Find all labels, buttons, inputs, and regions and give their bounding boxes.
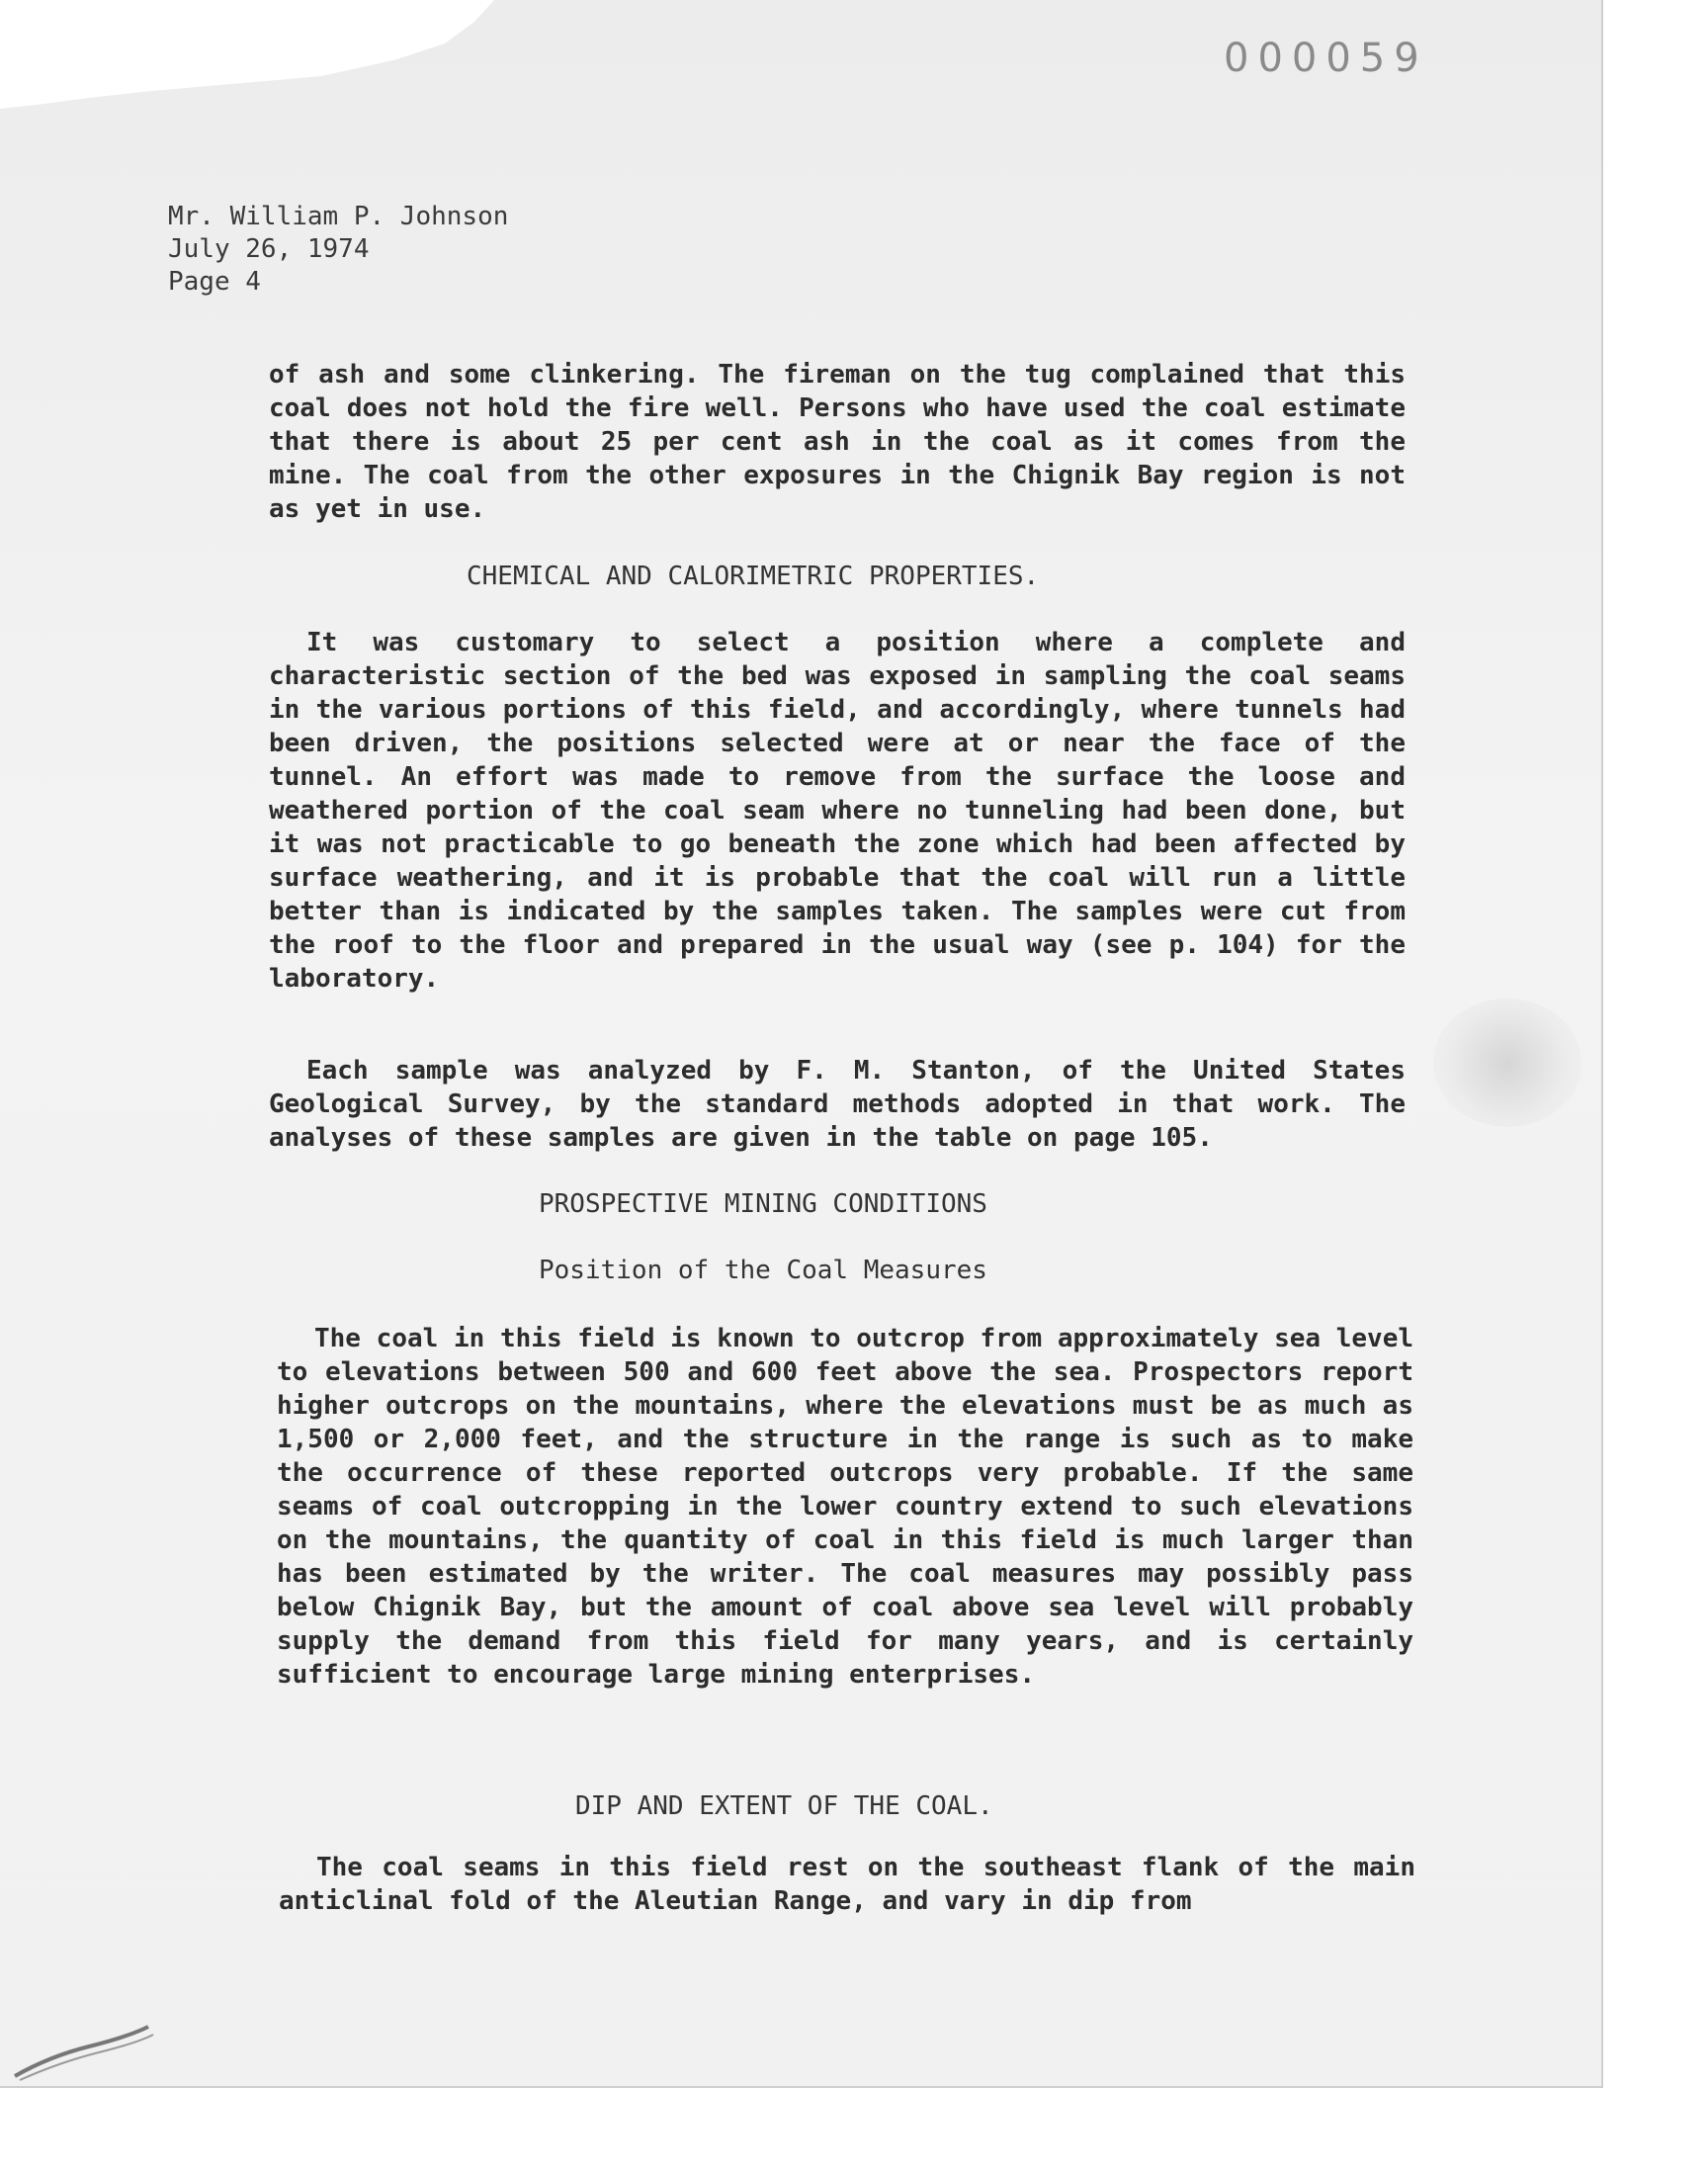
paragraph-dip: The coal seams in this field rest on the southeast flank of the main anticlinal fold of the Aleutian Range, and vary in dip from	[279, 1853, 1415, 1916]
heading-position-coal-measures: Position of the Coal Measures	[539, 1256, 987, 1285]
paragraph-analysis: Each sample was analyzed by F. M. Stanton, of the United States Geological Survey, by the standard methods adopted in that work. The analyses of these samples are given in the table on page 105.	[269, 1056, 1406, 1153]
recipient-name: Mr. William P. Johnson	[168, 202, 509, 231]
heading-dip-extent: DIP AND EXTENT OF THE COAL.	[575, 1791, 993, 1821]
paragraph-sampling: It was customary to select a position where a complete and characteristic section of the bed was exposed in sampling the coal seams in the various portions of this field, and accordingly, where tunnels had been driven, the positions selected were at or near the face of the tunnel. An effort was made to remove from the surface the loose and weathered portion of the coal seam where no tunneling had been done, but it was not practicable to go beneath the zone which had been affected by surface weathering, and it is probable that the coal will run a little better than is indicated by the samples taken. The samples were cut from the roof to the floor and prepared in the usual way (see p. 104) for the laboratory.	[269, 628, 1406, 994]
heading-chemical-properties: CHEMICAL AND CALORIMETRIC PROPERTIES.	[467, 562, 1040, 591]
paragraph-ash: of ash and some clinkering. The fireman on the tug complained that this coal does not hold the fire well. Persons who have used the coal estimate that there is about 25 per cent ash in the coal as it comes from the mine. The coal from the other exposures in the Chignik Bay region is not as yet in use.	[269, 360, 1406, 524]
paragraph-outcrop: The coal in this field is known to outcrop from approximately sea level to elevations between 500 and 600 feet above the sea. Prospectors report higher outcrops on the mountains, where the elevations must be as much as 1,500 or 2,000 feet, and the structure in the range is such as to make the occurrence of these reported outcrops very probable. If the same seams of coal outcropping in the lower country extend to such elevations on the mountains, the quantity of coal in this field is much larger than has been estimated by the writer. The coal measures may possibly pass below Chignik Bay, but the amount of coal above sea level will probably supply the demand from this field for many years, and is certainly sufficient to encourage large mining enterprises.	[277, 1324, 1413, 1690]
pencil-mark-icon	[10, 2017, 158, 2086]
heading-prospective-mining: PROSPECTIVE MINING CONDITIONS	[539, 1189, 987, 1219]
smudge-mark	[1433, 999, 1581, 1127]
page-stamp-number: 000059	[1224, 36, 1428, 81]
torn-corner	[0, 0, 494, 109]
page-label: Page 4	[168, 267, 261, 297]
letter-date: July 26, 1974	[168, 234, 370, 264]
letter-header	[168, 201, 508, 299]
